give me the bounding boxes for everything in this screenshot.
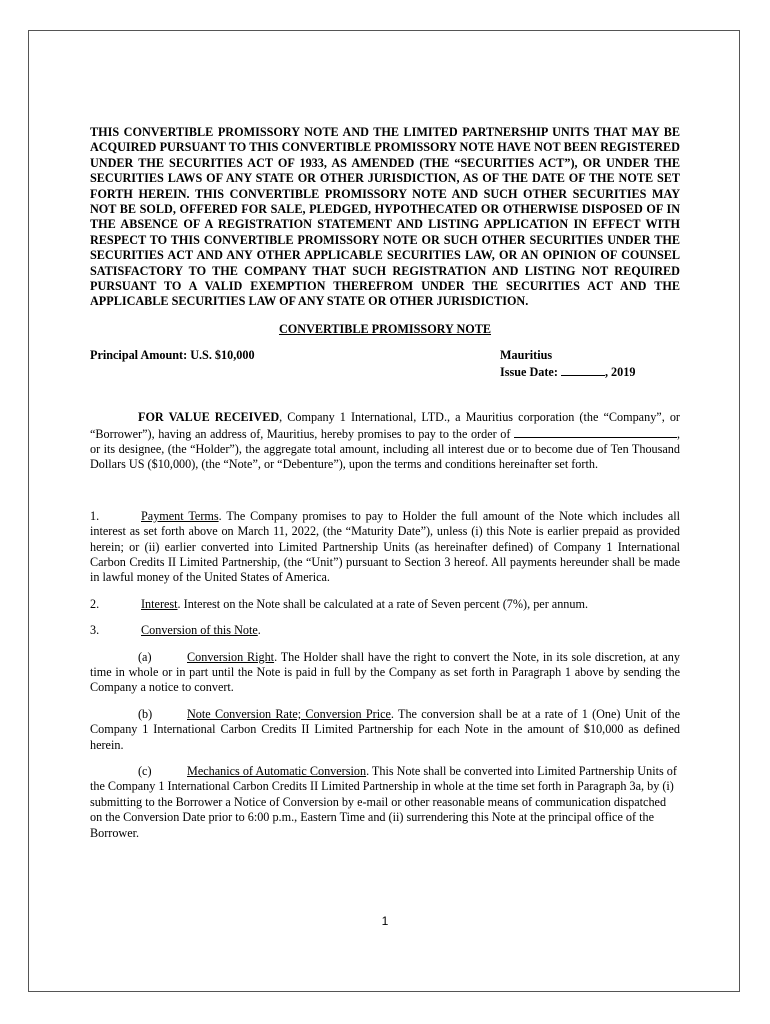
subsection-heading: Mechanics of Automatic Conversion	[187, 764, 367, 778]
note-info-row	[90, 348, 680, 380]
section-body: .	[257, 623, 261, 638]
issue-date-blank	[561, 364, 605, 376]
subsection-heading: Conversion Right	[187, 649, 275, 664]
subsection-body: . This Note shall be converted into Limited Partnership Units of the Company 1 International Carbon Credits II Limited Partnership in whole at the time set forth in Paragraph 3a, by (i) submitting to the Borrower a Notice of Conversion by e-mail or other reasonable means of communication dispatched on the Conversion Date prior to 6:00 p.m., Eastern Time and (ii) surrendering this Note at the principal office of the Borrower.	[90, 764, 677, 840]
intro-part2: , or its designee, (the “Holder”), the aggregate total amount, including all interest due or to become due of Ten Thousand Dollars US ($10,000), (the “Note”, or “Debenture”), upon the terms and conditions hereinafter set forth.	[90, 426, 680, 472]
subsection-b	[90, 707, 680, 753]
section-2	[90, 597, 680, 612]
principal-amount: Principal Amount: U.S. $10,000	[90, 348, 255, 363]
intro-paragraph	[90, 410, 680, 473]
subsection-body: . The conversion shall be at a rate of 1 (One) Unit of the Company 1 International Carbon Credits II Limited Partnership for each Note in the amount of $10,000 as defined herein.	[90, 706, 681, 752]
subsection-label: (b)	[138, 706, 153, 721]
page-number: 1	[381, 914, 389, 928]
subsection-c	[90, 764, 680, 841]
holder-name-blank	[514, 426, 677, 438]
section-number: 2.	[90, 596, 100, 611]
subsection-label: (a)	[138, 649, 152, 664]
subsection-label: (c)	[138, 764, 152, 778]
issue-date-year: , 2019	[604, 364, 636, 379]
intro-part1: , Company 1 International, LTD., a Mauritius corporation (the “Company”, or “Borrower”), having an address of, Mauritius, hereby promises to pay to the order of	[90, 410, 680, 441]
section-body: . Interest on the Note shall be calculated at a rate of Seven percent (7%), per annum.	[177, 596, 589, 611]
intro-lead: FOR VALUE RECEIVED	[138, 410, 280, 425]
subsection-body: . The Holder shall have the right to convert the Note, in its sole discretion, at any time in whole or in part until the Note is paid in full by the Company as set forth in Paragraph 1 above by sending the Company a notice to convert.	[90, 649, 680, 695]
document-body	[90, 125, 680, 841]
location: Mauritius	[500, 348, 553, 363]
subsection-heading: Note Conversion Rate; Conversion Price	[187, 706, 391, 721]
issue-date	[500, 364, 680, 380]
section-number: 1.	[90, 508, 100, 523]
subsection-a	[90, 650, 680, 696]
securities-legend: THIS CONVERTIBLE PROMISSORY NOTE AND THE LIMITED PARTNERSHIP UNITS THAT MAY BE ACQUIRED PURSUANT TO THIS CONVERTIBLE PROMISSORY NOTE HAVE NOT BEEN REGISTERED UNDER THE SECURITIES ACT OF 1933, AS AMENDED (THE “SECURITIES ACT”), OR UNDER THE SECURITIES LAWS OF ANY STATE OR OTHER JURISDICTION, AS OF THE DATE OF THE NOTE SET FORTH HEREIN. THIS CONVERTIBLE PROMISSORY NOTE AND SUCH OTHER SECURITIES MAY NOT BE SOLD, OFFERED FOR SALE, PLEDGED, HYPOTHECATED OR OTHERWISE DISPOSED OF IN THE ABSENCE OF A REGISTRATION STATEMENT AND LISTING APPLICATION IN EFFECT WITH RESPECT TO THIS CONVERTIBLE PROMISSORY NOTE OR SUCH OTHER SECURITIES UNDER THE SECURITIES ACT AND ANY OTHER APPLICABLE SECURITIES LAW, OR AN OPINION OF COUNSEL SATISFACTORY TO THE COMPANY THAT SUCH REGISTRATION AND LISTING NOT REQUIRED PURSUANT TO A VALID EXEMPTION THEREFROM UNDER THE SECURITIES ACT AND THE APPLICABLE SECURITIES LAW OF ANY STATE OR OTHER JURISDICTION.	[90, 125, 680, 309]
location-and-date	[500, 348, 680, 380]
issue-date-label: Issue Date:	[500, 364, 561, 379]
section-number: 3.	[90, 623, 100, 638]
section-heading: Interest	[141, 596, 178, 611]
section-body: . The Company promises to pay to Holder the full amount of the Note which includes all interest as set forth above on March 11, 2022, (the “Maturity Date”), unless (i) this Note is earlier prepaid as provided herein; or (ii) earlier converted into Limited Partnership Units (as hereinafter defined) of Company 1 International Carbon Credits II Limited Partnership, (the “Unit”) pursuant to Section 3 hereof. All payments hereunder shall be made in lawful money of the United States of America.	[90, 508, 680, 585]
document-title: CONVERTIBLE PROMISSORY NOTE	[278, 321, 491, 336]
section-heading: Payment Terms	[141, 508, 219, 523]
section-1	[90, 509, 680, 586]
section-heading: Conversion of this Note	[141, 623, 258, 638]
section-3	[90, 623, 680, 638]
